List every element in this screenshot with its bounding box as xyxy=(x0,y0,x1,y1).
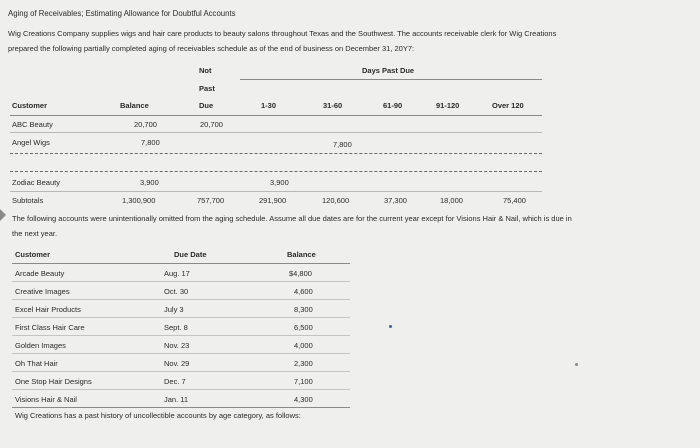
subtotal-61-90: 37,300 xyxy=(384,196,407,205)
col-not-past-due: Due xyxy=(199,101,214,110)
intro-text-line-2: prepared the following partially completed aging of receivables schedule as of the end of business on December 31, 20Y7: xyxy=(8,44,415,53)
omitted-header-rule xyxy=(12,263,350,264)
days-past-due-rule xyxy=(240,79,542,80)
col-balance: Balance xyxy=(120,101,149,110)
table-row-customer: One Stop Hair Designs xyxy=(15,377,92,386)
table-row-due-date: Oct. 30 xyxy=(164,287,189,296)
table-row-customer: First Class Hair Care xyxy=(15,323,85,332)
omitted-col-balance: Balance xyxy=(287,250,316,259)
row-rule xyxy=(12,281,350,282)
row-rule xyxy=(12,371,350,372)
col-31-60: 31-60 xyxy=(323,101,343,110)
row-rule xyxy=(12,317,350,318)
col-customer: Customer xyxy=(12,101,48,110)
table-row-balance: 4,000 xyxy=(294,341,313,350)
subtotal-over-120: 75,400 xyxy=(503,196,526,205)
table-row-not-past-due: 20,700 xyxy=(200,120,223,129)
subtotals-label: Subtotals xyxy=(12,196,44,205)
subtotal-31-60: 120,600 xyxy=(322,196,350,205)
subtotal-1-30: 291,900 xyxy=(259,196,287,205)
table-row-customer: Angel Wigs xyxy=(12,138,50,147)
table-row-balance: 3,900 xyxy=(140,178,159,187)
table-row-due-date: Aug. 17 xyxy=(164,269,190,278)
row-rule xyxy=(10,132,542,133)
subtotal-91-120: 18,000 xyxy=(440,196,463,205)
header-rule xyxy=(10,115,542,116)
table-row-balance: 7,800 xyxy=(141,138,160,147)
days-past-due-header: Days Past Due xyxy=(362,66,415,75)
table-row-due-date: Sept. 8 xyxy=(164,323,188,332)
table-row-due-date: Dec. 7 xyxy=(164,377,186,386)
footer-text: Wig Creations has a past history of uncollectible accounts by age category, as follows: xyxy=(15,411,301,420)
table-row-customer: Arcade Beauty xyxy=(15,269,65,278)
table-row-balance: 20,700 xyxy=(134,120,157,129)
row-rule xyxy=(10,191,542,192)
table-row-31-60: 7,800 xyxy=(333,140,352,149)
table-row-due-date: Nov. 29 xyxy=(164,359,190,368)
omitted-bottom-rule xyxy=(12,407,350,408)
row-rule xyxy=(12,353,350,354)
omitted-col-due-date: Due Date xyxy=(174,250,207,259)
table-row-balance: $4,800 xyxy=(289,269,312,278)
col-91-120: 91-120 xyxy=(436,101,460,110)
omission-break-bottom xyxy=(10,171,542,172)
table-row-balance: 4,600 xyxy=(294,287,313,296)
row-rule xyxy=(12,389,350,390)
page-title: Aging of Receivables; Estimating Allowance for Doubtful Accounts xyxy=(8,9,236,18)
table-row-customer: Golden Images xyxy=(15,341,66,350)
row-rule xyxy=(12,335,350,336)
table-row-balance: 8,300 xyxy=(294,305,313,314)
table-row-balance: 6,500 xyxy=(294,323,313,332)
table-row-customer: Visions Hair & Nail xyxy=(15,395,77,404)
omitted-text-line-1: The following accounts were unintentionally omitted from the aging schedule. Assume all due dates are for the current year except for Visions Hair & Nail, which is due in xyxy=(12,214,572,223)
table-row-balance: 4,300 xyxy=(294,395,313,404)
decorative-dot xyxy=(575,363,578,366)
table-row-balance: 7,100 xyxy=(294,377,313,386)
table-row-balance: 2,300 xyxy=(294,359,313,368)
scroll-marker xyxy=(0,209,6,221)
table-row-customer: Excel Hair Products xyxy=(15,305,81,314)
omitted-text-line-2: the next year. xyxy=(12,229,58,238)
subtotal-balance: 1,300,900 xyxy=(122,196,156,205)
intro-text-line-1: Wig Creations Company supplies wigs and hair care products to beauty salons throughout Texas and the Southwest. The accounts receivable clerk for Wig Creations xyxy=(8,29,557,38)
table-row-customer: Oh That Hair xyxy=(15,359,58,368)
table-row-1-30: 3,900 xyxy=(270,178,289,187)
col-61-90: 61-90 xyxy=(383,101,403,110)
col-over-120: Over 120 xyxy=(492,101,524,110)
table-row-due-date: Nov. 23 xyxy=(164,341,190,350)
omission-break-top xyxy=(10,153,542,154)
not-past-due-header-line2: Past xyxy=(199,84,215,93)
omitted-col-customer: Customer xyxy=(15,250,51,259)
table-row-customer: ABC Beauty xyxy=(12,120,53,129)
table-row-due-date: July 3 xyxy=(164,305,184,314)
decorative-dot xyxy=(389,325,392,328)
not-past-due-header-line1: Not xyxy=(199,66,212,75)
row-rule xyxy=(12,299,350,300)
table-row-due-date: Jan. 11 xyxy=(164,395,189,404)
table-row-customer: Creative Images xyxy=(15,287,70,296)
subtotal-not-past-due: 757,700 xyxy=(197,196,225,205)
table-row-customer: Zodiac Beauty xyxy=(12,178,60,187)
col-1-30: 1-30 xyxy=(261,101,277,110)
